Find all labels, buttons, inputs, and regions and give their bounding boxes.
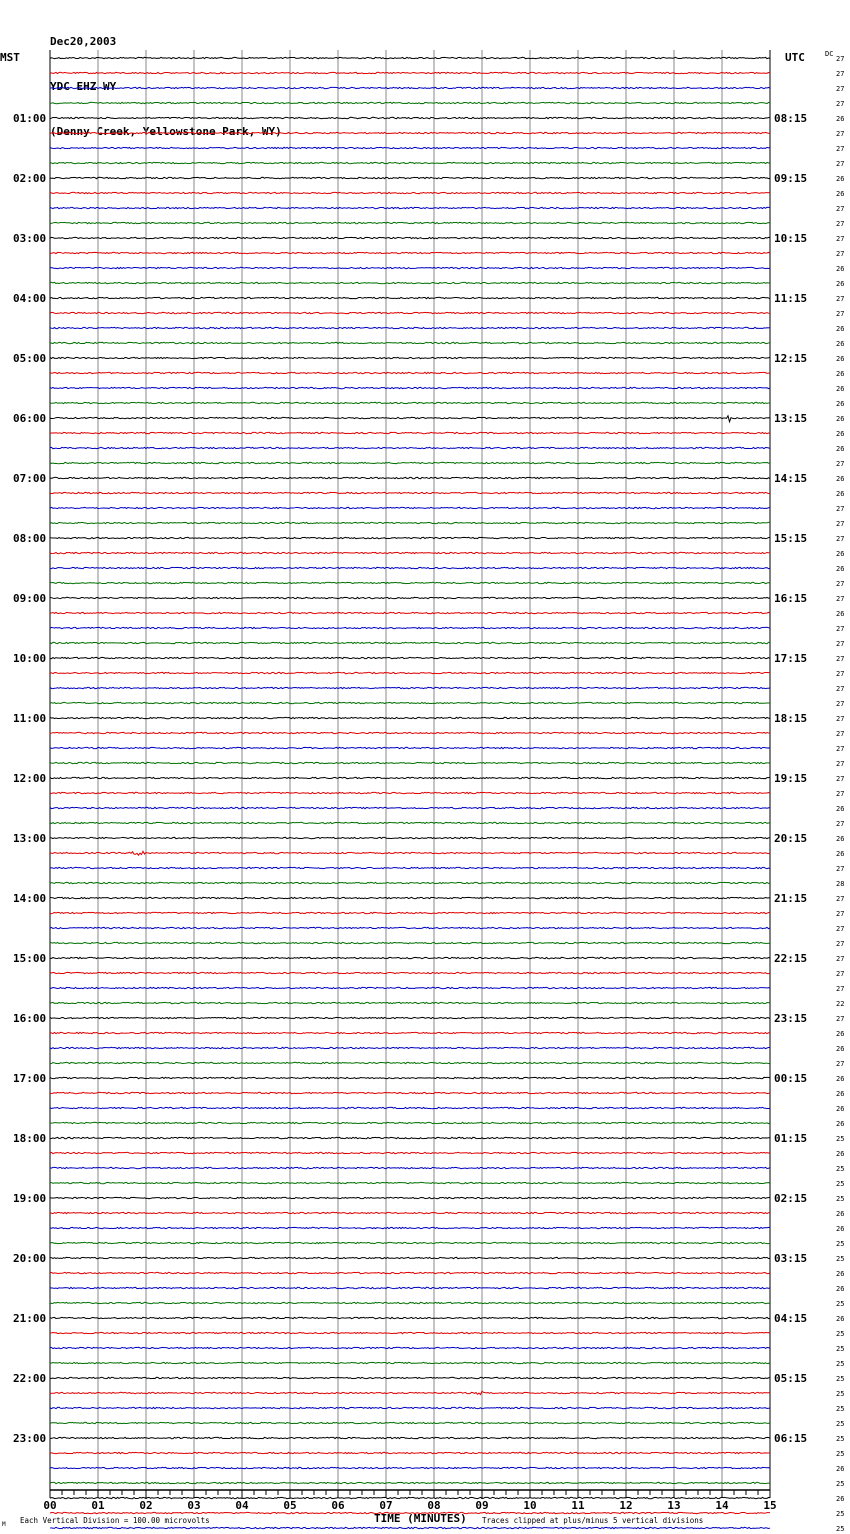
dc-offset-label: 26 bbox=[836, 835, 845, 843]
dc-offset-label: 26 bbox=[836, 385, 845, 393]
dc-offset-label: 27 bbox=[836, 940, 845, 948]
header-location: (Denny Creek, Yellowstone Park, WY) bbox=[50, 125, 282, 138]
dc-offset-label: 25 bbox=[836, 1420, 845, 1428]
seismic-trace bbox=[50, 477, 770, 478]
seismic-trace bbox=[50, 1077, 770, 1078]
seismic-trace bbox=[50, 1212, 770, 1213]
seismic-trace bbox=[50, 747, 770, 748]
dc-offset-label: 27 bbox=[836, 1060, 845, 1068]
seismic-trace bbox=[50, 1482, 770, 1483]
seismic-trace bbox=[50, 732, 770, 733]
seismic-trace bbox=[50, 1527, 770, 1528]
dc-offset-label: 25 bbox=[836, 1345, 845, 1353]
seismic-trace bbox=[50, 192, 770, 193]
dc-offset-label: 26 bbox=[836, 550, 845, 558]
x-tick-label: 01 bbox=[91, 1499, 105, 1512]
dc-offset-label: 27 bbox=[836, 295, 845, 303]
dc-offset-label: 27 bbox=[836, 865, 845, 873]
x-tick-label: 15 bbox=[763, 1499, 777, 1512]
dc-offset-label: 27 bbox=[836, 160, 845, 168]
dc-offset-label: 27 bbox=[836, 895, 845, 903]
mst-hour-label: 22:00 bbox=[13, 1372, 47, 1385]
seismic-trace bbox=[50, 627, 770, 628]
mst-hour-label: 23:00 bbox=[13, 1432, 47, 1445]
seismic-trace bbox=[50, 387, 770, 388]
utc-hour-label: 04:15 bbox=[774, 1312, 808, 1325]
seismic-trace bbox=[50, 102, 770, 103]
right-axis-title: UTC bbox=[785, 51, 805, 64]
x-tick-label: 14 bbox=[715, 1499, 729, 1512]
trace-group bbox=[50, 57, 770, 1534]
mst-hour-label: 17:00 bbox=[13, 1072, 47, 1085]
mst-hour-label: 01:00 bbox=[13, 112, 47, 125]
dc-offset-label: 27 bbox=[836, 790, 845, 798]
seismic-trace bbox=[50, 1422, 770, 1423]
mst-hour-label: 18:00 bbox=[13, 1132, 47, 1145]
seismic-trace bbox=[50, 717, 770, 718]
utc-hour-label: 23:15 bbox=[774, 1012, 808, 1025]
dc-offset-label: 27 bbox=[836, 760, 845, 768]
seismic-trace bbox=[50, 492, 770, 493]
seismic-trace bbox=[50, 87, 770, 88]
utc-hour-label: 10:15 bbox=[774, 232, 808, 245]
seismic-trace bbox=[50, 1391, 770, 1394]
utc-hour-label: 16:15 bbox=[774, 592, 808, 605]
dc-offset-label: 26 bbox=[836, 850, 845, 858]
mst-hour-label: 06:00 bbox=[13, 412, 47, 425]
dc-offset-label: 27 bbox=[836, 655, 845, 663]
seismic-trace bbox=[50, 222, 770, 223]
dc-offset-label: 25 bbox=[836, 1405, 845, 1413]
dc-offset-label: 27 bbox=[836, 775, 845, 783]
seismic-trace bbox=[50, 1107, 770, 1108]
seismic-trace bbox=[50, 57, 770, 58]
dc-offset-label: 26 bbox=[836, 805, 845, 813]
seismic-trace bbox=[50, 837, 770, 838]
x-tick-label: 03 bbox=[187, 1499, 201, 1512]
dc-offset-label: 22 bbox=[836, 1000, 845, 1008]
dc-offset-label: 25 bbox=[836, 1180, 845, 1188]
x-tick-label: 02 bbox=[139, 1499, 153, 1512]
utc-hour-label: 21:15 bbox=[774, 892, 808, 905]
dc-offset-label: 27 bbox=[836, 460, 845, 468]
dc-label: DC bbox=[825, 50, 834, 58]
dc-offset-label: 25 bbox=[836, 1450, 845, 1458]
utc-hour-label: 19:15 bbox=[774, 772, 808, 785]
dc-offset-label: 26 bbox=[836, 1150, 845, 1158]
dc-offset-label: 27 bbox=[836, 1015, 845, 1023]
dc-offset-label: 26 bbox=[836, 1285, 845, 1293]
seismic-trace bbox=[50, 1302, 770, 1303]
dc-offset-label: 26 bbox=[836, 1075, 845, 1083]
scale-note: Each Vertical Division = 100.00 microvolts bbox=[20, 1516, 210, 1525]
dc-offset-label: 26 bbox=[836, 1030, 845, 1038]
dc-offset-label: 27 bbox=[836, 910, 845, 918]
seismic-trace bbox=[50, 237, 770, 238]
left-axis-title: MST bbox=[0, 51, 20, 64]
utc-hour-label: 09:15 bbox=[774, 172, 808, 185]
seismic-trace bbox=[50, 357, 770, 358]
seismic-trace bbox=[50, 777, 770, 778]
corner-mark: M bbox=[2, 1521, 6, 1528]
utc-hour-label: 08:15 bbox=[774, 112, 808, 125]
x-tick-label: 08 bbox=[427, 1499, 441, 1512]
seismic-trace bbox=[50, 597, 770, 598]
seismic-trace bbox=[50, 942, 770, 943]
dc-offset-label: 27 bbox=[836, 745, 845, 753]
seismic-trace bbox=[50, 1287, 770, 1288]
seismic-trace bbox=[50, 1092, 770, 1093]
dc-offset-label: 26 bbox=[836, 1090, 845, 1098]
utc-hour-label: 12:15 bbox=[774, 352, 808, 365]
mst-hour-label: 15:00 bbox=[13, 952, 47, 965]
utc-hour-label: 00:15 bbox=[774, 1072, 808, 1085]
dc-offset-label: 26 bbox=[836, 415, 845, 423]
seismic-trace bbox=[50, 462, 770, 463]
dc-offset-label: 27 bbox=[836, 580, 845, 588]
seismic-trace bbox=[50, 912, 770, 913]
utc-hour-label: 05:15 bbox=[774, 1372, 808, 1385]
seismic-trace bbox=[50, 416, 770, 422]
dc-offset-label: 27 bbox=[836, 535, 845, 543]
utc-hour-label: 13:15 bbox=[774, 412, 808, 425]
x-tick-label: 05 bbox=[283, 1499, 297, 1512]
dc-offset-label: 27 bbox=[836, 925, 845, 933]
dc-offset-label: 27 bbox=[836, 70, 845, 78]
dc-offset-label: 26 bbox=[836, 1465, 845, 1473]
dc-offset-label: 27 bbox=[836, 985, 845, 993]
utc-hour-label: 22:15 bbox=[774, 952, 808, 965]
dc-offset-label: 25 bbox=[836, 1375, 845, 1383]
dc-offset-label: 26 bbox=[836, 340, 845, 348]
seismic-trace bbox=[50, 297, 770, 298]
dc-offset-label: 25 bbox=[836, 1240, 845, 1248]
dc-offset-label: 26 bbox=[836, 280, 845, 288]
dc-offset-label: 26 bbox=[836, 370, 845, 378]
seismic-trace bbox=[50, 552, 770, 553]
seismic-trace bbox=[50, 1227, 770, 1228]
dc-offset-label: 27 bbox=[836, 55, 845, 63]
mst-hour-label: 04:00 bbox=[13, 292, 47, 305]
seismic-trace bbox=[50, 1377, 770, 1378]
dc-offset-label: 27 bbox=[836, 85, 845, 93]
utc-hour-label: 14:15 bbox=[774, 472, 808, 485]
x-tick-label: 09 bbox=[475, 1499, 489, 1512]
dc-offset-label: 27 bbox=[836, 310, 845, 318]
seismic-trace bbox=[50, 267, 770, 268]
seismic-trace bbox=[50, 1317, 770, 1318]
dc-offset-label: 27 bbox=[836, 970, 845, 978]
utc-hour-label: 20:15 bbox=[774, 832, 808, 845]
dc-offset-label: 27 bbox=[836, 250, 845, 258]
seismic-trace bbox=[50, 372, 770, 373]
seismic-trace bbox=[50, 1047, 770, 1048]
seismic-trace bbox=[50, 1362, 770, 1363]
mst-hour-label: 08:00 bbox=[13, 532, 47, 545]
mst-hour-label: 07:00 bbox=[13, 472, 47, 485]
seismic-trace bbox=[50, 447, 770, 448]
seismic-trace bbox=[50, 1272, 770, 1273]
mst-hour-label: 13:00 bbox=[13, 832, 47, 845]
dc-offset-label: 25 bbox=[836, 1330, 845, 1338]
dc-offset-label: 27 bbox=[836, 220, 845, 228]
utc-hour-label: 18:15 bbox=[774, 712, 808, 725]
seismic-trace bbox=[50, 1032, 770, 1033]
dc-offset-label: 26 bbox=[836, 1315, 845, 1323]
dc-offset-label: 25 bbox=[836, 1525, 845, 1533]
seismic-trace bbox=[50, 327, 770, 328]
seismic-trace bbox=[50, 1152, 770, 1153]
dc-offset-label: 25 bbox=[836, 1435, 845, 1443]
mst-hour-label: 19:00 bbox=[13, 1192, 47, 1205]
mst-hour-label: 05:00 bbox=[13, 352, 47, 365]
seismic-trace bbox=[50, 657, 770, 658]
dc-offset-label: 25 bbox=[836, 1135, 845, 1143]
seismic-trace bbox=[50, 702, 770, 703]
dc-offset-label: 25 bbox=[836, 1195, 845, 1203]
dc-offset-label: 27 bbox=[836, 715, 845, 723]
dc-offset-label: 26 bbox=[836, 1270, 845, 1278]
seismic-trace bbox=[50, 1467, 770, 1468]
dc-offset-label: 26 bbox=[836, 325, 845, 333]
x-axis-label: TIME (MINUTES) bbox=[374, 1512, 467, 1525]
seismic-trace bbox=[50, 1062, 770, 1063]
dc-offset-label: 27 bbox=[836, 670, 845, 678]
mst-hour-label: 09:00 bbox=[13, 592, 47, 605]
seismic-trace bbox=[50, 1002, 770, 1003]
dc-offset-label: 26 bbox=[836, 1225, 845, 1233]
dc-offset-label: 26 bbox=[836, 1120, 845, 1128]
dc-offset-label: 25 bbox=[836, 1480, 845, 1488]
dc-offset-label: 26 bbox=[836, 1045, 845, 1053]
x-tick-label: 00 bbox=[43, 1499, 57, 1512]
dc-offset-label: 26 bbox=[836, 355, 845, 363]
mst-hour-label: 11:00 bbox=[13, 712, 47, 725]
x-tick-label: 11 bbox=[571, 1499, 585, 1512]
x-tick-label: 04 bbox=[235, 1499, 249, 1512]
dc-offset-label: 27 bbox=[836, 130, 845, 138]
seismic-trace bbox=[50, 987, 770, 988]
seismic-trace bbox=[50, 672, 770, 673]
dc-offset-label: 26 bbox=[836, 265, 845, 273]
mst-hour-label: 12:00 bbox=[13, 772, 47, 785]
dc-offset-label: 26 bbox=[836, 1105, 845, 1113]
dc-offset-label: 25 bbox=[836, 1390, 845, 1398]
mst-hour-label: 20:00 bbox=[13, 1252, 47, 1265]
dc-offset-label: 27 bbox=[836, 100, 845, 108]
seismic-trace bbox=[50, 252, 770, 253]
dc-offset-label: 25 bbox=[836, 1255, 845, 1263]
seismic-trace bbox=[50, 1182, 770, 1183]
seismic-trace bbox=[50, 1167, 770, 1168]
seismic-trace bbox=[50, 1332, 770, 1333]
dc-offset-label: 27 bbox=[836, 205, 845, 213]
seismic-trace bbox=[50, 867, 770, 868]
dc-offset-label: 25 bbox=[836, 1360, 845, 1368]
seismic-trace bbox=[50, 612, 770, 613]
x-tick-label: 12 bbox=[619, 1499, 633, 1512]
utc-hour-label: 02:15 bbox=[774, 1192, 808, 1205]
dc-offset-label: 27 bbox=[836, 505, 845, 513]
seismic-trace bbox=[50, 1122, 770, 1123]
seismic-trace bbox=[50, 687, 770, 688]
seismic-trace bbox=[50, 162, 770, 163]
dc-offset-label: 26 bbox=[836, 430, 845, 438]
header-date: Dec20,2003 bbox=[50, 35, 117, 48]
mst-hour-label: 21:00 bbox=[13, 1312, 47, 1325]
seismic-trace bbox=[50, 1437, 770, 1438]
seismic-trace bbox=[50, 1017, 770, 1018]
utc-hour-label: 01:15 bbox=[774, 1132, 808, 1145]
dc-offset-label: 27 bbox=[836, 955, 845, 963]
seismic-trace bbox=[50, 567, 770, 568]
seismic-trace bbox=[50, 132, 770, 133]
dc-offset-label: 27 bbox=[836, 625, 845, 633]
seismic-trace bbox=[50, 342, 770, 343]
mst-hour-label: 10:00 bbox=[13, 652, 47, 665]
seismic-trace bbox=[50, 312, 770, 313]
dc-offset-label: 26 bbox=[836, 490, 845, 498]
seismic-trace bbox=[50, 792, 770, 793]
label-group bbox=[0, 50, 844, 1534]
dc-offset-label: 26 bbox=[836, 115, 845, 123]
seismic-trace bbox=[50, 1137, 770, 1138]
seismic-trace bbox=[50, 402, 770, 403]
seismic-trace bbox=[50, 282, 770, 283]
dc-offset-label: 25 bbox=[836, 1165, 845, 1173]
seismic-trace bbox=[50, 972, 770, 973]
utc-hour-label: 06:15 bbox=[774, 1432, 808, 1445]
dc-offset-label: 27 bbox=[836, 700, 845, 708]
seismic-trace bbox=[50, 207, 770, 208]
seismic-trace bbox=[50, 822, 770, 823]
seismic-trace bbox=[50, 582, 770, 583]
dc-offset-label: 27 bbox=[836, 235, 845, 243]
clip-note: Traces clipped at plus/minus 5 vertical divisions bbox=[482, 1516, 704, 1525]
dc-offset-label: 26 bbox=[836, 445, 845, 453]
x-tick-label: 13 bbox=[667, 1499, 681, 1512]
seismic-trace bbox=[50, 117, 770, 118]
utc-hour-label: 17:15 bbox=[774, 652, 808, 665]
dc-offset-label: 28 bbox=[836, 880, 845, 888]
seismic-trace bbox=[50, 807, 770, 808]
x-tick-label: 06 bbox=[331, 1499, 345, 1512]
mst-hour-label: 03:00 bbox=[13, 232, 47, 245]
dc-offset-label: 27 bbox=[836, 145, 845, 153]
seismic-trace bbox=[50, 147, 770, 148]
dc-offset-label: 26 bbox=[836, 1210, 845, 1218]
seismic-trace bbox=[50, 642, 770, 643]
seismic-trace bbox=[50, 522, 770, 523]
seismic-trace bbox=[50, 507, 770, 508]
dc-offset-label: 25 bbox=[836, 1300, 845, 1308]
dc-offset-label: 27 bbox=[836, 595, 845, 603]
seismic-trace bbox=[50, 1257, 770, 1258]
dc-offset-label: 26 bbox=[836, 475, 845, 483]
dc-offset-label: 27 bbox=[836, 730, 845, 738]
utc-hour-label: 03:15 bbox=[774, 1252, 808, 1265]
seismic-trace bbox=[50, 927, 770, 928]
x-tick-label: 10 bbox=[523, 1499, 537, 1512]
seismic-trace bbox=[50, 1347, 770, 1348]
mst-hour-label: 14:00 bbox=[13, 892, 47, 905]
seismic-trace bbox=[50, 1242, 770, 1243]
dc-offset-label: 27 bbox=[836, 640, 845, 648]
seismic-trace bbox=[50, 851, 770, 855]
seismic-trace bbox=[50, 762, 770, 763]
seismic-trace bbox=[50, 537, 770, 538]
mst-hour-label: 16:00 bbox=[13, 1012, 47, 1025]
x-tick-label: 07 bbox=[379, 1499, 393, 1512]
dc-offset-label: 25 bbox=[836, 1510, 845, 1518]
dc-offset-label: 26 bbox=[836, 565, 845, 573]
utc-hour-label: 11:15 bbox=[774, 292, 808, 305]
seismic-trace bbox=[50, 1197, 770, 1198]
mst-hour-label: 02:00 bbox=[13, 172, 47, 185]
seismic-trace bbox=[50, 1452, 770, 1453]
dc-offset-label: 26 bbox=[836, 175, 845, 183]
dc-offset-label: 26 bbox=[836, 400, 845, 408]
seismic-trace bbox=[50, 1407, 770, 1408]
utc-hour-label: 15:15 bbox=[774, 532, 808, 545]
seismic-trace bbox=[50, 177, 770, 178]
dc-offset-label: 27 bbox=[836, 685, 845, 693]
dc-offset-label: 26 bbox=[836, 1495, 845, 1503]
seismic-trace bbox=[50, 882, 770, 883]
seismic-trace bbox=[50, 1497, 770, 1498]
seismic-trace bbox=[50, 432, 770, 433]
header-station: YDC EHZ WY bbox=[50, 80, 117, 93]
seismic-trace bbox=[50, 897, 770, 898]
seismic-trace bbox=[50, 72, 770, 73]
dc-offset-label: 27 bbox=[836, 520, 845, 528]
dc-offset-label: 26 bbox=[836, 610, 845, 618]
dc-offset-label: 26 bbox=[836, 190, 845, 198]
dc-offset-label: 27 bbox=[836, 820, 845, 828]
seismic-trace bbox=[50, 957, 770, 958]
